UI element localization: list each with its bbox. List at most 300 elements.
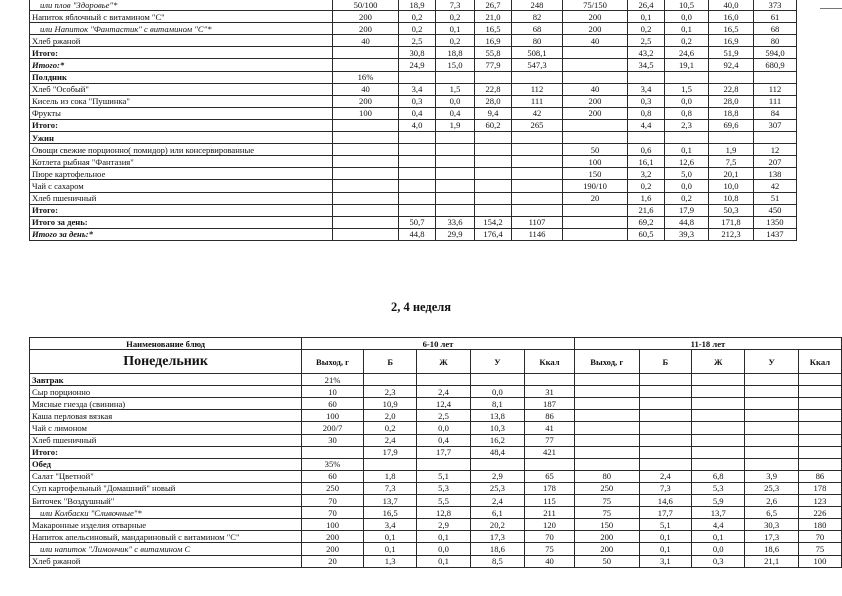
value-cell: 16,5 <box>709 23 754 35</box>
value-cell: 18,8 <box>709 107 754 119</box>
column-header: Ккал <box>798 350 841 374</box>
value-cell <box>399 192 436 204</box>
value-cell <box>436 180 475 192</box>
value-cell: 0,1 <box>436 23 475 35</box>
value-cell <box>798 458 841 470</box>
value-cell <box>512 168 563 180</box>
value-cell: 0,1 <box>363 531 416 543</box>
value-cell <box>574 386 639 398</box>
value-cell: 3,9 <box>745 470 798 482</box>
value-cell: 5,3 <box>692 482 745 494</box>
value-cell: 171,8 <box>709 216 754 228</box>
value-cell <box>512 132 563 144</box>
value-cell: 0,0 <box>417 543 470 555</box>
value-cell: 0,1 <box>628 11 665 23</box>
value-cell: 10,9 <box>363 398 416 410</box>
value-cell: 0,1 <box>363 543 416 555</box>
value-cell <box>745 398 798 410</box>
value-cell: 200 <box>302 531 364 543</box>
value-cell: 250 <box>574 482 639 494</box>
dish-name: Итого за день: <box>30 216 333 228</box>
value-cell: 0,4 <box>436 107 475 119</box>
value-cell: 248 <box>512 0 563 11</box>
value-cell: 680,9 <box>754 59 797 71</box>
dish-column-header: Наименование блюд <box>30 338 302 350</box>
value-cell <box>436 132 475 144</box>
value-cell <box>333 204 399 216</box>
value-cell: 7,3 <box>639 482 691 494</box>
value-cell <box>475 156 512 168</box>
value-cell <box>417 374 470 386</box>
value-cell: 40 <box>563 83 628 95</box>
week-heading: 2, 4 неделя <box>390 300 452 314</box>
dish-name: Полдник <box>30 71 333 83</box>
value-cell <box>399 180 436 192</box>
value-cell: 450 <box>754 204 797 216</box>
value-cell <box>798 434 841 446</box>
dish-name: Мясные гнезда (свинина) <box>30 398 302 410</box>
value-cell: 5,9 <box>692 495 745 507</box>
value-cell: 61 <box>754 11 797 23</box>
value-cell: 1,5 <box>665 83 709 95</box>
value-cell: 150 <box>563 168 628 180</box>
value-cell: 30,8 <box>399 47 436 59</box>
value-cell <box>399 144 436 156</box>
value-cell <box>709 71 754 83</box>
value-cell: 24,6 <box>665 47 709 59</box>
value-cell <box>563 47 628 59</box>
table-row <box>30 204 797 216</box>
value-cell <box>399 71 436 83</box>
table-row <box>30 458 842 470</box>
value-cell: 25,3 <box>470 482 524 494</box>
value-cell: 16,9 <box>709 35 754 47</box>
value-cell: 421 <box>525 446 575 458</box>
table-header-row <box>30 338 842 350</box>
value-cell: 0,1 <box>639 543 691 555</box>
value-cell: 41 <box>525 422 575 434</box>
value-cell: 0,6 <box>628 144 665 156</box>
value-cell <box>512 204 563 216</box>
value-cell <box>574 434 639 446</box>
dish-name: Обед <box>30 458 302 470</box>
value-cell: 51,9 <box>709 47 754 59</box>
table-row <box>30 132 797 144</box>
value-cell: 1,5 <box>436 83 475 95</box>
value-cell: 0,2 <box>363 422 416 434</box>
value-cell <box>754 71 797 83</box>
dish-name: Фрукты <box>30 107 333 119</box>
value-cell: 111 <box>754 95 797 107</box>
value-cell: 180 <box>798 519 841 531</box>
value-cell: 17,3 <box>470 531 524 543</box>
value-cell <box>475 71 512 83</box>
value-cell: 211 <box>525 507 575 519</box>
value-cell <box>525 374 575 386</box>
value-cell: 200 <box>563 11 628 23</box>
value-cell: 0,1 <box>417 555 470 567</box>
value-cell: 0,4 <box>399 107 436 119</box>
value-cell <box>563 204 628 216</box>
value-cell: 70 <box>525 531 575 543</box>
table-row <box>30 107 797 119</box>
value-cell: 16% <box>333 71 399 83</box>
dish-name: Каша перловая вязкая <box>30 410 302 422</box>
value-cell <box>574 458 639 470</box>
value-cell <box>333 156 399 168</box>
value-cell <box>563 119 628 131</box>
dish-name: Напиток апельсиновый, мандариновый с витамином "С" <box>30 531 302 543</box>
value-cell: 100 <box>302 519 364 531</box>
value-cell: 7,5 <box>709 156 754 168</box>
value-cell: 55,8 <box>475 47 512 59</box>
value-cell: 51 <box>754 192 797 204</box>
value-cell <box>798 374 841 386</box>
value-cell: 20,1 <box>709 168 754 180</box>
value-cell <box>563 71 628 83</box>
value-cell <box>628 132 665 144</box>
value-cell <box>692 422 745 434</box>
value-cell: 82 <box>512 11 563 23</box>
value-cell <box>475 132 512 144</box>
value-cell: 17,7 <box>417 446 470 458</box>
value-cell <box>436 168 475 180</box>
value-cell: 18,6 <box>470 543 524 555</box>
table-row <box>30 410 842 422</box>
value-cell <box>665 132 709 144</box>
table-row <box>30 446 842 458</box>
value-cell: 0,2 <box>436 35 475 47</box>
value-cell: 0,2 <box>665 35 709 47</box>
column-header: Выход, г <box>302 350 364 374</box>
value-cell: 77 <box>525 434 575 446</box>
value-cell: 16,0 <box>709 11 754 23</box>
value-cell <box>470 374 524 386</box>
table-row <box>30 95 797 107</box>
value-cell: 0,2 <box>628 23 665 35</box>
value-cell <box>798 446 841 458</box>
value-cell <box>475 192 512 204</box>
age-group-header: 11-18 лет <box>574 338 841 350</box>
value-cell: 92,4 <box>709 59 754 71</box>
value-cell: 200 <box>333 23 399 35</box>
value-cell: 200 <box>333 11 399 23</box>
value-cell: 50,7 <box>399 216 436 228</box>
value-cell <box>639 446 691 458</box>
value-cell <box>692 374 745 386</box>
value-cell: 307 <box>754 119 797 131</box>
value-cell: 65 <box>525 470 575 482</box>
value-cell: 226 <box>798 507 841 519</box>
value-cell <box>363 374 416 386</box>
value-cell: 42 <box>754 180 797 192</box>
dish-name: Чай с сахаром <box>30 180 333 192</box>
value-cell: 33,6 <box>436 216 475 228</box>
value-cell <box>563 59 628 71</box>
value-cell: 0,3 <box>692 555 745 567</box>
table-row <box>30 83 797 95</box>
value-cell: 2,5 <box>628 35 665 47</box>
value-cell: 200 <box>563 23 628 35</box>
value-cell <box>475 144 512 156</box>
value-cell <box>333 47 399 59</box>
day-title: Понедельник <box>30 350 302 374</box>
value-cell <box>475 180 512 192</box>
value-cell: 12 <box>754 144 797 156</box>
value-cell: 13,8 <box>470 410 524 422</box>
value-cell: 0,0 <box>665 11 709 23</box>
value-cell <box>333 216 399 228</box>
value-cell: 0,4 <box>417 434 470 446</box>
value-cell <box>333 119 399 131</box>
value-cell: 1,6 <box>628 192 665 204</box>
age-group-header: 6-10 лет <box>302 338 575 350</box>
value-cell: 0,2 <box>436 11 475 23</box>
table-row <box>30 192 797 204</box>
value-cell: 35% <box>302 458 364 470</box>
value-cell: 594,0 <box>754 47 797 59</box>
value-cell: 3,4 <box>628 83 665 95</box>
value-cell: 1107 <box>512 216 563 228</box>
value-cell <box>574 398 639 410</box>
value-cell: 50/100 <box>333 0 399 11</box>
value-cell: 8,5 <box>470 555 524 567</box>
value-cell: 40,0 <box>709 0 754 11</box>
value-cell <box>333 192 399 204</box>
value-cell: 200 <box>563 107 628 119</box>
value-cell <box>399 132 436 144</box>
value-cell <box>798 398 841 410</box>
value-cell: 14,6 <box>639 495 691 507</box>
value-cell <box>745 374 798 386</box>
table-row <box>30 180 797 192</box>
value-cell: 0,1 <box>692 531 745 543</box>
menu-table-body <box>30 338 842 568</box>
dish-name: Сыр порционно <box>30 386 302 398</box>
value-cell: 3,4 <box>399 83 436 95</box>
value-cell: 21,6 <box>628 204 665 216</box>
value-cell: 138 <box>754 168 797 180</box>
value-cell <box>798 410 841 422</box>
dish-name: Итого: <box>30 119 333 131</box>
value-cell <box>692 458 745 470</box>
table-row <box>30 23 797 35</box>
value-cell: 6,1 <box>470 507 524 519</box>
value-cell: 250 <box>302 482 364 494</box>
value-cell <box>512 71 563 83</box>
value-cell: 68 <box>754 23 797 35</box>
value-cell: 200 <box>302 543 364 555</box>
value-cell: 18,6 <box>745 543 798 555</box>
value-cell: 2,4 <box>639 470 691 482</box>
value-cell <box>475 204 512 216</box>
value-cell <box>754 132 797 144</box>
value-cell: 70 <box>302 495 364 507</box>
value-cell: 0,0 <box>692 543 745 555</box>
value-cell: 373 <box>754 0 797 11</box>
dish-name: Кисель из сока "Пушинка" <box>30 95 333 107</box>
table-row <box>30 228 797 240</box>
value-cell: 0,8 <box>665 107 709 119</box>
table-row <box>30 470 842 482</box>
column-header: У <box>745 350 798 374</box>
value-cell <box>436 204 475 216</box>
value-cell <box>436 144 475 156</box>
value-cell: 50 <box>574 555 639 567</box>
value-cell <box>302 446 364 458</box>
value-cell: 207 <box>754 156 797 168</box>
value-cell: 7,3 <box>436 0 475 11</box>
table-row <box>30 59 797 71</box>
dish-name: Итого: <box>30 204 333 216</box>
value-cell: 28,0 <box>475 95 512 107</box>
value-cell: 10,8 <box>709 192 754 204</box>
value-cell <box>628 71 665 83</box>
value-cell: 30,3 <box>745 519 798 531</box>
value-cell: 2,6 <box>745 495 798 507</box>
value-cell: 22,8 <box>475 83 512 95</box>
value-cell: 5,3 <box>417 482 470 494</box>
value-cell <box>692 386 745 398</box>
dish-name: или напиток "Лимончик" с витамином С <box>30 543 302 555</box>
value-cell: 4,4 <box>628 119 665 131</box>
value-cell: 6,8 <box>692 470 745 482</box>
value-cell: 40 <box>563 35 628 47</box>
menu-table-previous-day <box>29 0 797 241</box>
value-cell <box>512 192 563 204</box>
dish-name: Хлеб пшеничный <box>30 192 333 204</box>
value-cell <box>639 374 691 386</box>
column-header: Ккал <box>525 350 575 374</box>
value-cell <box>333 168 399 180</box>
value-cell <box>692 446 745 458</box>
value-cell: 100 <box>563 156 628 168</box>
table-row <box>30 144 797 156</box>
value-cell: 2,4 <box>470 495 524 507</box>
value-cell: 176,4 <box>475 228 512 240</box>
dish-name: Макаронные изделия отварные <box>30 519 302 531</box>
value-cell <box>436 71 475 83</box>
value-cell <box>745 434 798 446</box>
dish-name: Хлеб ржаной <box>30 555 302 567</box>
value-cell <box>745 410 798 422</box>
value-cell: 0,0 <box>665 180 709 192</box>
value-cell: 5,0 <box>665 168 709 180</box>
value-cell: 20,2 <box>470 519 524 531</box>
value-cell <box>333 228 399 240</box>
value-cell: 44,8 <box>399 228 436 240</box>
table-row <box>30 386 842 398</box>
value-cell: 80 <box>512 35 563 47</box>
value-cell <box>470 458 524 470</box>
dish-name: Чай с лимоном <box>30 422 302 434</box>
value-cell <box>436 156 475 168</box>
value-cell: 28,0 <box>709 95 754 107</box>
table-row <box>30 543 842 555</box>
dish-name: или Колбаски "Сливочные"* <box>30 507 302 519</box>
value-cell: 0,3 <box>628 95 665 107</box>
value-cell: 200/7 <box>302 422 364 434</box>
column-header: Б <box>363 350 416 374</box>
value-cell: 3,1 <box>639 555 691 567</box>
value-cell: 2,3 <box>665 119 709 131</box>
value-cell: 178 <box>525 482 575 494</box>
table-row <box>30 71 797 83</box>
value-cell: 1350 <box>754 216 797 228</box>
value-cell <box>417 458 470 470</box>
dish-name: Итого за день:* <box>30 228 333 240</box>
value-cell <box>512 180 563 192</box>
value-cell: 21,0 <box>475 11 512 23</box>
value-cell: 1,9 <box>436 119 475 131</box>
value-cell <box>436 192 475 204</box>
value-cell <box>665 71 709 83</box>
value-cell: 1437 <box>754 228 797 240</box>
value-cell: 150 <box>574 519 639 531</box>
value-cell: 547,3 <box>512 59 563 71</box>
value-cell: 200 <box>333 95 399 107</box>
value-cell: 0,8 <box>628 107 665 119</box>
dish-name: Напиток яблочный с витамином "С" <box>30 11 333 23</box>
table-row <box>30 555 842 567</box>
value-cell: 12,8 <box>417 507 470 519</box>
value-cell: 86 <box>798 470 841 482</box>
value-cell: 0,1 <box>665 23 709 35</box>
value-cell: 212,3 <box>709 228 754 240</box>
value-cell: 100 <box>798 555 841 567</box>
value-cell <box>639 386 691 398</box>
value-cell: 13,7 <box>692 507 745 519</box>
value-cell: 10,5 <box>665 0 709 11</box>
value-cell: 16,2 <box>470 434 524 446</box>
value-cell <box>512 144 563 156</box>
value-cell: 21,1 <box>745 555 798 567</box>
table-row <box>30 0 797 11</box>
value-cell: 187 <box>525 398 575 410</box>
dish-name: Итого:* <box>30 59 333 71</box>
value-cell: 69,6 <box>709 119 754 131</box>
value-cell: 30 <box>302 434 364 446</box>
value-cell: 6,5 <box>745 507 798 519</box>
value-cell <box>333 59 399 71</box>
value-cell: 12,6 <box>665 156 709 168</box>
value-cell: 5,5 <box>417 495 470 507</box>
value-cell: 60,5 <box>628 228 665 240</box>
value-cell: 15,0 <box>436 59 475 71</box>
value-cell: 24,9 <box>399 59 436 71</box>
value-cell: 68 <box>512 23 563 35</box>
dish-name: или плов "Здоровье"* <box>30 0 333 11</box>
dish-name: Итого: <box>30 47 333 59</box>
scan-edge-line <box>820 8 842 9</box>
value-cell: 40 <box>333 35 399 47</box>
value-cell: 34,5 <box>628 59 665 71</box>
value-cell <box>574 446 639 458</box>
value-cell <box>563 132 628 144</box>
value-cell: 200 <box>563 95 628 107</box>
value-cell: 112 <box>754 83 797 95</box>
value-cell: 178 <box>798 482 841 494</box>
value-cell: 0,2 <box>399 11 436 23</box>
column-header: У <box>470 350 524 374</box>
value-cell: 70 <box>302 507 364 519</box>
value-cell: 31 <box>525 386 575 398</box>
value-cell <box>692 410 745 422</box>
value-cell: 50 <box>563 144 628 156</box>
value-cell <box>525 458 575 470</box>
value-cell: 75/150 <box>563 0 628 11</box>
menu-table-monday <box>29 337 842 568</box>
